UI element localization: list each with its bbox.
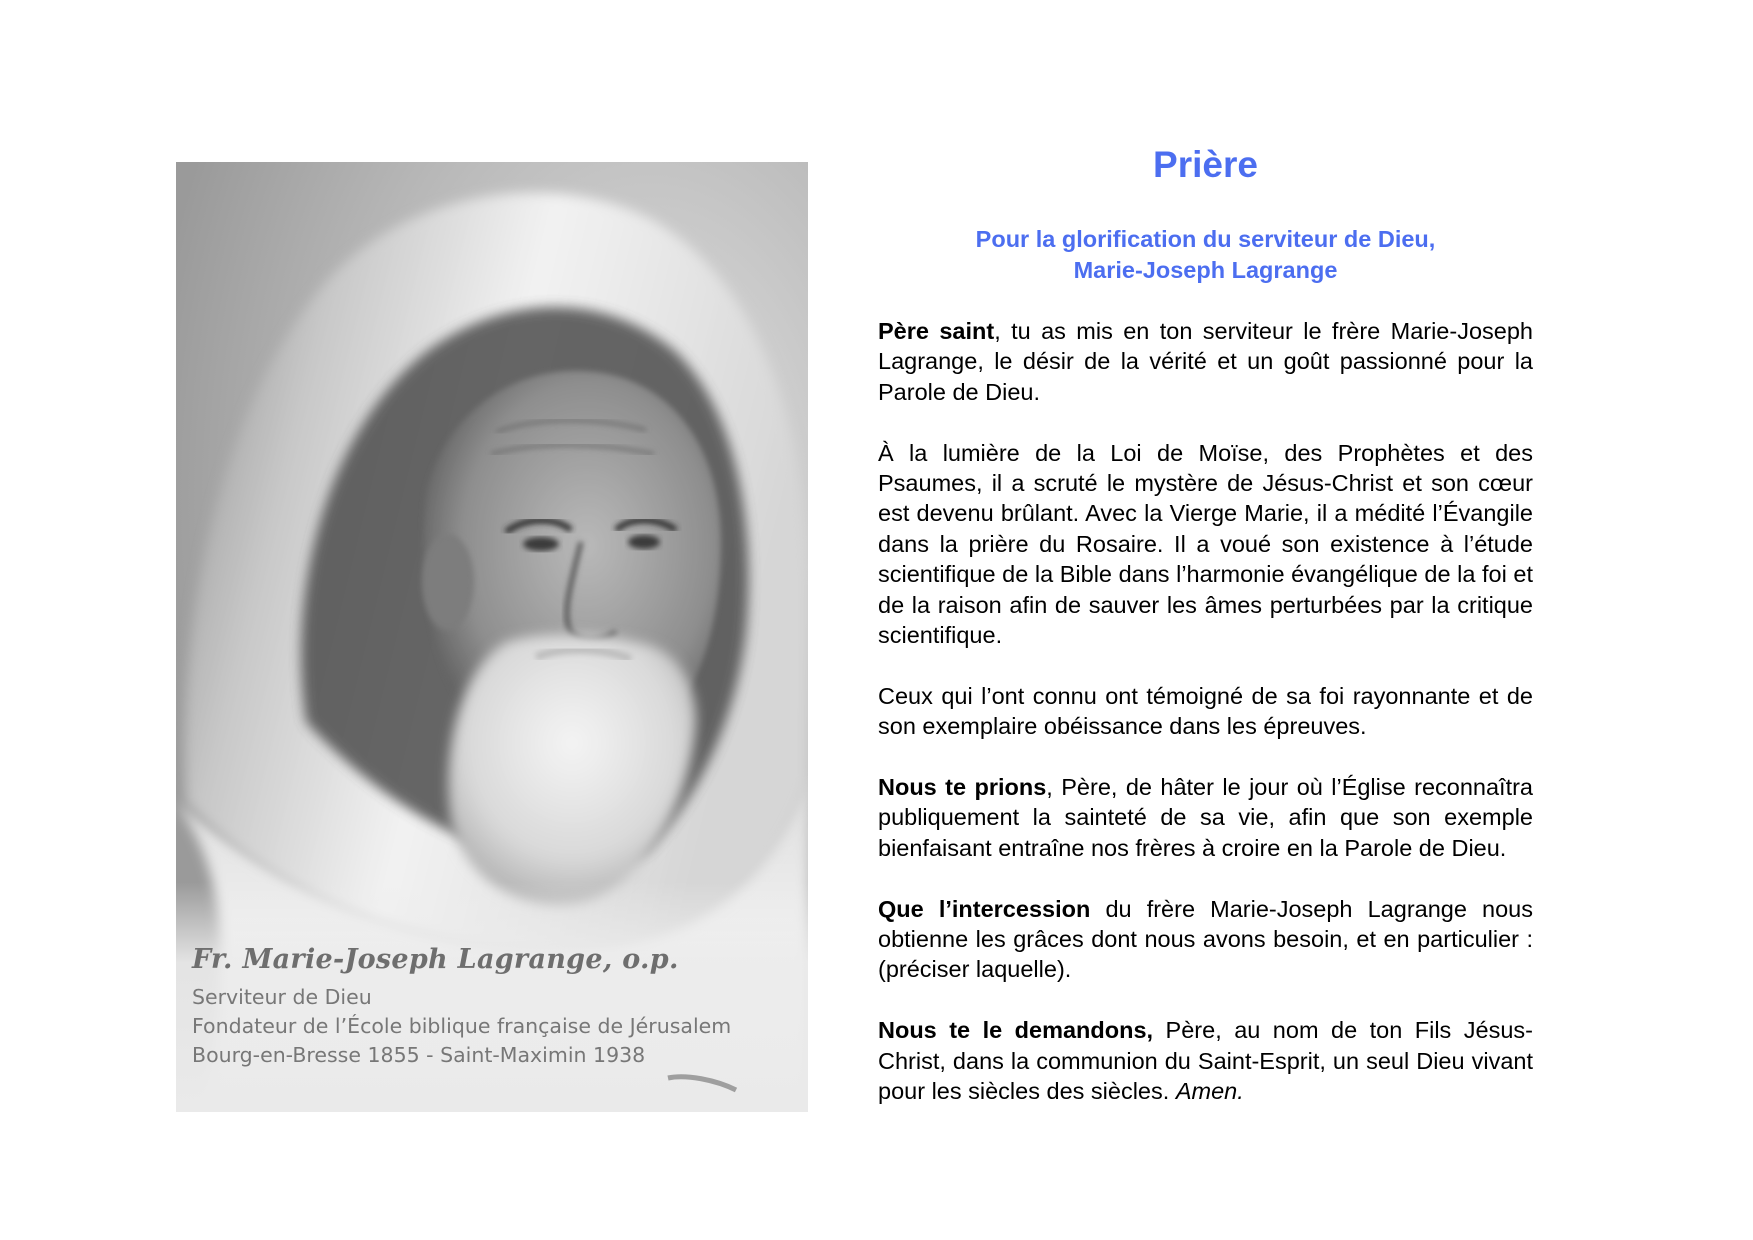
portrait-caption (192, 944, 802, 1070)
prayer-column (878, 140, 1533, 1137)
amen-text: Amen. (1175, 1078, 1244, 1105)
paragraph-text: Père, au nom de ton Fils Jésus-Christ, dans la communion du Saint-Esprit, un seul Dieu vivant pour les siècles des siècles. (878, 1017, 1533, 1105)
prayer-subtitle (878, 224, 1533, 286)
prayer-subtitle-line: Pour la glorification du serviteur de Dieu, (975, 226, 1436, 252)
paragraph-lead: Que l’intercession (878, 895, 1091, 922)
paragraph-text: du frère Marie-Joseph Lagrange nous obtienne les grâces dont nous avons besoin, et en particulier : (préciser laquelle). (878, 895, 1533, 983)
paragraph-lead: Nous te prions (878, 774, 1047, 801)
prayer-paragraph-4 (878, 772, 1533, 863)
prayer-paragraph-5 (878, 894, 1533, 985)
portrait-caption-line: Bourg-en-Bresse 1855 - Saint-Maximin 1938 (192, 1043, 646, 1067)
paragraph-text: , Père, de hâter le jour où l’Église reconnaîtra publiquement la sainteté de sa vie, afin que son exemple bienfaisant entraîne nos frères à croire en la Parole de Dieu. (878, 774, 1533, 861)
prayer-title: Prière (1153, 144, 1258, 185)
portrait-name: Fr. Marie-Joseph Lagrange, o.p. (192, 944, 679, 975)
portrait-caption-line: Serviteur de Dieu (192, 985, 372, 1009)
prayer-paragraph-2 (878, 438, 1533, 651)
portrait-caption-line: Fondateur de l’École biblique française de Jérusalem (192, 1014, 732, 1038)
paragraph-lead: Père saint (878, 318, 995, 344)
paragraph-text: À la lumière de la Loi de Moïse, des Prophètes et des Psaumes, il a scruté le mystère de Jésus-Christ et son cœur est devenu brûlant. Avec la Vierge Marie, il a médité l’Évangile dans la prière du Rosaire. Il a voué son existence à l’étude scientifique de la Bible dans l’harmonie évangélique de la foi et de la raison afin de sauver les âmes perturbées par la critique scientifique. (878, 439, 1533, 649)
paragraph-text: , tu as mis en ton serviteur le frère Marie-Joseph Lagrange, le désir de la vérité et un goût passionné pour la Parole de Dieu. (878, 318, 1533, 405)
prayer-subtitle-line: Marie-Joseph Lagrange (1073, 257, 1338, 283)
portrait-card (176, 162, 808, 1112)
prayer-paragraph-1 (878, 316, 1533, 407)
prayer-paragraph-3 (878, 681, 1533, 742)
paragraph-text: Ceux qui l’ont connu ont témoigné de sa foi rayonnante et de son exemplaire obéissance dans les épreuves. (878, 682, 1533, 740)
prayer-paragraph-6 (878, 1015, 1533, 1106)
paragraph-lead: Nous te le demandons, (878, 1017, 1154, 1044)
